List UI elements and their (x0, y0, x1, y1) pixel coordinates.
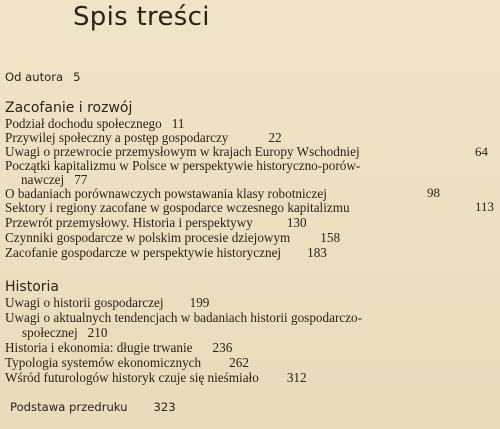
toc-entry (5, 355, 249, 370)
toc-entry-text: Uwagi o historii gospodarczej (5, 295, 164, 310)
toc-entry-text: Uwagi o przewrocie przemysłowym w krajach Europy Wschodniej (5, 144, 360, 159)
toc-entry (5, 186, 327, 201)
toc-entry-text: Zacofanie gospodarcze w perspektywie historycznej (5, 245, 282, 260)
toc-entry (5, 245, 327, 260)
toc-entry-page: 199 (189, 295, 210, 310)
toc-entry-page: 130 (286, 215, 307, 230)
toc-entry-page: 236 (212, 340, 233, 355)
toc-entry-page: 22 (268, 130, 282, 145)
toc-entry-page: 11 (171, 116, 185, 131)
toc-entry (5, 200, 350, 215)
toc-entry-text: Przewrót przemysłowy. Historia i perspektywy (5, 215, 253, 230)
toc-entry-text: Przywilej społeczny a postęp gospodarczy (5, 130, 229, 145)
toc-entry (5, 130, 282, 145)
toc-entry-page: 183 (307, 245, 327, 260)
toc-entry-text: Podział dochodu społecznego (5, 116, 162, 131)
toc-entry-page: 210 (87, 325, 108, 340)
toc-entry-text: Uwagi o aktualnych tendencjach w badaniach historii gospodarczo- (5, 310, 363, 325)
toc-entry-text-cont: społecznej (22, 325, 78, 340)
toc-entry-page: 5 (73, 70, 81, 84)
toc-entry-page: 64 (475, 144, 488, 159)
toc-entry (5, 340, 232, 355)
toc-entry-text: Podstawa przedruku (10, 400, 128, 414)
section-heading-historia: Historia (5, 279, 59, 295)
page-title: Spis treści (73, 2, 210, 32)
toc-entry-text: Typologia systemów ekonomicznych (5, 355, 202, 370)
toc-entry-page: 323 (153, 400, 176, 414)
toc-entry (5, 116, 184, 131)
section-heading-zacofanie: Zacofanie i rozwój (5, 100, 133, 116)
toc-entry (5, 310, 362, 325)
toc-entry-page: 312 (286, 370, 307, 385)
toc-entry-page: 98 (427, 185, 440, 200)
toc-entry-continuation (21, 172, 87, 187)
toc-entry (5, 370, 307, 385)
toc-entry-text: Sektory i regiony zacofane w gospodarce wczesnego kapitalizmu (5, 200, 350, 215)
toc-entry (5, 295, 209, 310)
toc-entry-foreword (5, 70, 81, 85)
toc-entry-text-cont: nawczej (21, 172, 65, 187)
toc-entry-page: 262 (229, 355, 249, 370)
toc-entry-text: Wśród futurologów historyk czuje się nieśmiało (5, 370, 259, 385)
toc-entry (5, 144, 360, 159)
toc-entry (5, 158, 360, 173)
toc-entry-reprint-basis (10, 400, 176, 415)
toc-entry-page: 158 (320, 230, 341, 245)
toc-entry-continuation (5, 325, 107, 340)
toc-entry-text: Czynniki gospodarcze w polskim procesie dziejowym (5, 230, 291, 245)
toc-entry (5, 215, 307, 230)
toc-entry-text: O badaniach porównawczych powstawania klasy robotniczej (5, 186, 327, 201)
toc-entry (5, 230, 340, 245)
toc-entry-page: 77 (74, 172, 88, 187)
toc-entry-page: 113 (474, 199, 494, 214)
toc-entry-text: Początki kapitalizmu w Polsce w perspektywie historyczno-porów- (5, 158, 361, 173)
toc-entry-text: Historia i ekonomia: długie trwanie (5, 340, 193, 355)
toc-entry-text: Od autora (5, 70, 64, 84)
